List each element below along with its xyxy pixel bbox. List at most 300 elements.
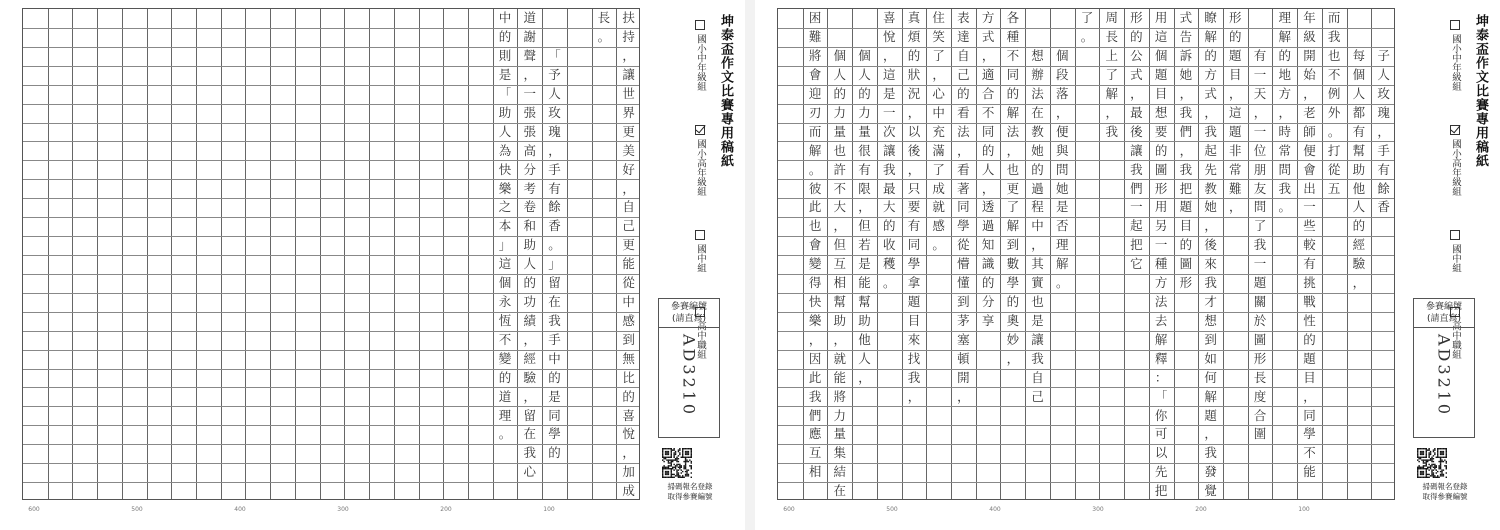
character-cell: 自: [622, 199, 635, 215]
character-cell: 合: [981, 85, 995, 101]
text-column: [952, 9, 974, 406]
category-option[interactable]: [1448, 125, 1462, 196]
character-cell: 後: [907, 142, 921, 158]
character-cell: 考: [523, 180, 536, 196]
character-cell: 方: [981, 10, 995, 26]
character-cell: 級: [1303, 29, 1316, 45]
character-cell: 。: [548, 237, 561, 253]
character-cell: 有: [907, 218, 921, 234]
character-cell: 著: [957, 180, 970, 196]
character-cell: 我: [882, 161, 896, 177]
character-cell: 學: [957, 218, 970, 234]
character-cell: 」: [498, 237, 512, 253]
character-cell: 到: [957, 294, 970, 310]
character-cell: 法: [1031, 85, 1044, 101]
character-cell: 本: [498, 218, 512, 234]
character-cell: 頓: [957, 350, 970, 366]
ruler-right: [777, 506, 1395, 520]
character-cell: 互: [808, 445, 822, 461]
character-cell: [543, 9, 565, 28]
character-cell: 之: [498, 199, 512, 215]
character-cell: 圖: [1253, 331, 1267, 347]
character-cell: 集: [833, 445, 847, 461]
character-cell: 我: [1179, 104, 1193, 120]
manuscript-grid-left: [22, 8, 640, 500]
character-cell: 喜: [622, 407, 635, 423]
character-cell: 們: [808, 407, 822, 423]
character-cell: 結: [833, 464, 847, 480]
character-cell: 一: [1253, 256, 1267, 272]
character-cell: ：: [1154, 369, 1168, 385]
checkbox-icon[interactable]: [695, 20, 705, 30]
character-cell: 的: [1352, 218, 1366, 234]
character-cell: 中: [548, 350, 561, 366]
character-cell: 塞: [957, 331, 970, 347]
character-cell: 手: [548, 331, 561, 347]
character-cell: 香: [1377, 199, 1390, 215]
checkbox-icon[interactable]: [1450, 230, 1460, 240]
contestant-id-box: [1413, 298, 1475, 438]
character-cell: 性: [1303, 312, 1316, 328]
character-cell: 地: [1278, 66, 1291, 82]
character-cell: 想: [1031, 48, 1044, 64]
form-title: 坤泰盃作文比賽專用稿紙: [718, 14, 733, 168]
character-cell: [1348, 28, 1370, 47]
character-cell: 只: [907, 180, 921, 196]
character-cell: 也: [833, 142, 847, 158]
character-cell: 長: [597, 10, 611, 26]
character-cell: ，: [1031, 237, 1044, 253]
character-cell: 找: [907, 350, 921, 366]
character-cell: [1249, 28, 1271, 47]
character-cell: 一: [1253, 66, 1267, 82]
text-column: [618, 9, 640, 501]
character-cell: 才: [1204, 294, 1217, 310]
character-cell: 人: [1352, 85, 1366, 101]
character-cell: 自: [957, 48, 970, 64]
character-cell: 好: [622, 161, 635, 177]
ruler-label: 400: [989, 506, 1001, 513]
category-option-label: 國小高年級組: [1450, 139, 1461, 196]
character-cell: 目: [1154, 85, 1168, 101]
character-cell: 學: [548, 426, 561, 442]
character-cell: 。: [1327, 123, 1341, 139]
character-cell: 打: [1327, 142, 1341, 158]
character-cell: 績: [523, 312, 536, 328]
character-cell: 理: [498, 407, 512, 423]
character-cell: 一: [1130, 199, 1143, 215]
character-cell: 但: [858, 218, 871, 234]
character-cell: 朋: [1253, 161, 1267, 177]
character-cell: 有: [1253, 48, 1267, 64]
character-cell: 這: [882, 66, 896, 82]
character-cell: 無: [622, 350, 635, 366]
character-cell: 我: [1204, 445, 1217, 461]
character-cell: 個: [1154, 48, 1168, 64]
text-column: [1274, 9, 1296, 217]
character-cell: 永: [498, 294, 512, 310]
character-cell: 功: [523, 294, 536, 310]
ruler-label: 100: [543, 506, 555, 513]
character-cell: 不: [1006, 48, 1020, 64]
character-cell: 題: [1303, 350, 1316, 366]
character-cell: ，: [1303, 388, 1316, 404]
character-cell: 過: [1031, 180, 1044, 196]
character-cell: 一: [523, 85, 536, 101]
character-cell: 度: [1253, 388, 1267, 404]
character-cell: 也: [808, 218, 822, 234]
character-cell: 關: [1253, 294, 1267, 310]
character-cell: 你: [1154, 407, 1168, 423]
ruler-label: 300: [337, 506, 349, 513]
grid-row-line: [23, 463, 639, 464]
character-cell: 我: [1327, 29, 1341, 45]
ruler-label: 100: [1298, 506, 1310, 513]
character-cell: ，: [981, 48, 995, 64]
character-cell: 張: [523, 123, 536, 139]
character-cell: 圖: [1179, 256, 1193, 272]
character-cell: 長: [1253, 369, 1267, 385]
character-cell: 便: [1056, 123, 1069, 139]
character-cell: 心: [523, 464, 536, 480]
character-cell: 個: [858, 48, 871, 64]
character-cell: 目: [907, 312, 921, 328]
character-cell: 助: [523, 237, 536, 253]
character-cell: 學: [1303, 426, 1316, 442]
character-cell: 加: [622, 464, 635, 480]
character-cell: 悅: [622, 426, 635, 442]
character-cell: 公: [1130, 48, 1143, 64]
checkbox-checked-icon[interactable]: [695, 125, 705, 135]
character-cell: 釋: [1154, 350, 1168, 366]
character-cell: 到: [1006, 237, 1020, 253]
character-cell: 瑰: [1377, 104, 1390, 120]
character-cell: 真: [907, 10, 921, 26]
character-cell: 很: [858, 142, 871, 158]
character-cell: 有: [1303, 256, 1316, 272]
character-cell: 難: [1229, 180, 1242, 196]
character-cell: 的: [907, 48, 921, 64]
character-cell: 將: [808, 48, 822, 64]
character-cell: 也: [1031, 294, 1044, 310]
character-cell: 人: [548, 85, 561, 101]
character-cell: 相: [833, 275, 847, 291]
character-cell: 最: [882, 180, 896, 196]
character-cell: 都: [1352, 104, 1366, 120]
character-cell: 。: [882, 275, 896, 291]
character-cell: 我: [1179, 161, 1193, 177]
character-cell: 和: [523, 218, 536, 234]
text-column: [1076, 9, 1098, 47]
character-cell: ，: [833, 331, 847, 347]
character-cell: 最: [1130, 104, 1143, 120]
character-cell: 。: [1278, 199, 1291, 215]
character-cell: 友: [1253, 180, 1267, 196]
character-cell: 。: [932, 237, 945, 253]
character-cell: 分: [523, 161, 536, 177]
text-column: [1002, 9, 1024, 369]
character-cell: 去: [1154, 312, 1168, 328]
character-cell: 的: [1031, 161, 1044, 177]
character-cell: [854, 28, 876, 47]
character-cell: ，: [981, 180, 995, 196]
character-cell: ，: [1278, 104, 1291, 120]
character-cell: 起: [1130, 218, 1143, 234]
character-cell: ，: [1377, 123, 1390, 139]
character-cell: 住: [932, 10, 945, 26]
character-cell: 常: [1278, 142, 1291, 158]
character-cell: 以: [1154, 445, 1168, 461]
character-cell: 餘: [1377, 180, 1390, 196]
character-cell: ，: [548, 142, 561, 158]
category-option-label: 高中職組: [1450, 320, 1461, 359]
category-option[interactable]: [1448, 230, 1462, 273]
text-column: [928, 9, 950, 255]
character-cell: 將: [833, 388, 847, 404]
character-cell: 。: [1080, 29, 1094, 45]
character-cell: 也: [1006, 161, 1020, 177]
character-cell: 了: [1080, 10, 1094, 26]
character-cell: 每: [1352, 48, 1366, 64]
character-cell: 一: [1303, 199, 1316, 215]
character-cell: [1373, 28, 1395, 47]
character-cell: 從: [622, 275, 635, 291]
character-cell: 悅: [882, 29, 896, 45]
character-cell: 的: [1204, 48, 1217, 64]
character-cell: 助: [1352, 161, 1366, 177]
character-cell: 我: [548, 312, 561, 328]
text-column: [543, 9, 565, 463]
character-cell: 如: [1204, 350, 1217, 366]
character-cell: [1249, 9, 1271, 28]
text-column: [903, 9, 925, 406]
character-cell: 量: [858, 123, 871, 139]
character-cell: 了: [1105, 66, 1118, 82]
character-cell: 若: [858, 237, 871, 253]
category-option[interactable]: [693, 125, 707, 196]
category-option[interactable]: [693, 230, 707, 273]
character-cell: 的: [957, 85, 970, 101]
character-cell: 到: [1204, 331, 1217, 347]
character-cell: 收: [882, 237, 896, 253]
character-cell: 滿: [932, 142, 945, 158]
character-cell: 用: [1154, 199, 1168, 215]
checkbox-checked-icon[interactable]: [1450, 125, 1460, 135]
character-cell: 而: [1327, 10, 1341, 26]
text-column: [1224, 9, 1246, 217]
character-cell: 們: [1130, 180, 1143, 196]
text-column: [878, 9, 900, 293]
character-cell: 的: [981, 275, 995, 291]
character-cell: 予: [548, 66, 561, 82]
character-cell: 目: [1179, 218, 1193, 234]
character-cell: 能: [858, 275, 871, 291]
character-cell: 留: [523, 407, 536, 423]
character-cell: 把: [1179, 180, 1193, 196]
character-cell: 解: [1006, 218, 1020, 234]
character-cell: 成: [622, 483, 635, 499]
character-cell: 同: [1006, 66, 1020, 82]
character-cell: 手: [548, 161, 561, 177]
character-cell: 況: [907, 85, 921, 101]
character-cell: 因: [808, 350, 822, 366]
text-column: [1125, 9, 1147, 274]
character-cell: 我: [1204, 275, 1217, 291]
text-column: [977, 9, 999, 331]
category-option[interactable]: [693, 20, 707, 91]
character-cell: 常: [1229, 161, 1242, 177]
character-cell: 己: [622, 218, 635, 234]
character-cell: 「: [1154, 388, 1168, 404]
character-cell: 應: [808, 426, 822, 442]
character-cell: 形: [1154, 180, 1168, 196]
character-cell: 人: [858, 66, 871, 82]
character-cell: ，: [622, 180, 635, 196]
character-cell: 人: [523, 256, 536, 272]
character-cell: 便: [1303, 142, 1316, 158]
character-cell: 理: [1278, 10, 1291, 26]
checkbox-icon[interactable]: [695, 230, 705, 240]
character-cell: 她: [1204, 199, 1217, 215]
character-cell: ，: [622, 445, 635, 461]
character-cell: 感: [622, 312, 635, 328]
character-cell: 得: [808, 275, 822, 291]
ruler-label: 200: [1195, 506, 1207, 513]
character-cell: 讓: [1031, 331, 1044, 347]
character-cell: 奧: [1006, 312, 1020, 328]
character-cell: 這: [1229, 104, 1242, 120]
character-cell: 己: [1031, 388, 1044, 404]
character-cell: 的: [981, 142, 995, 158]
character-cell: 外: [1327, 104, 1341, 120]
ruler-label: 200: [440, 506, 452, 513]
character-cell: 個: [1352, 66, 1366, 82]
character-cell: 在: [523, 426, 536, 442]
character-cell: ，: [858, 369, 871, 385]
character-cell: 道: [498, 388, 512, 404]
character-cell: 持: [622, 29, 635, 45]
character-cell: ，: [1303, 85, 1316, 101]
character-cell: 而: [808, 123, 822, 139]
character-cell: ，: [523, 66, 536, 82]
character-cell: 快: [808, 294, 822, 310]
character-cell: 種: [1006, 29, 1020, 45]
character-cell: 我: [808, 388, 822, 404]
character-cell: 始: [1303, 66, 1316, 82]
category-option-label: 國小中年級組: [695, 34, 706, 91]
character-cell: 的: [498, 369, 512, 385]
text-column: [1323, 9, 1345, 198]
character-cell: 的: [548, 369, 561, 385]
character-cell: 的: [548, 445, 561, 461]
character-cell: 形: [1179, 275, 1193, 291]
character-cell: 就: [932, 199, 945, 215]
character-cell: 中: [622, 294, 635, 310]
grid-row-line: [23, 482, 639, 483]
character-cell: 的: [1006, 85, 1020, 101]
character-cell: 看: [957, 161, 970, 177]
character-cell: 何: [1204, 369, 1217, 385]
character-cell: 法: [1006, 123, 1020, 139]
checkbox-icon[interactable]: [1450, 20, 1460, 30]
character-cell: 想: [1204, 312, 1217, 328]
character-cell: 目: [1303, 369, 1316, 385]
character-cell: 是: [858, 256, 871, 272]
character-cell: 子: [1377, 48, 1390, 64]
character-cell: 他: [858, 331, 871, 347]
character-cell: 解: [1278, 29, 1291, 45]
character-cell: 茅: [957, 312, 970, 328]
character-cell: 同: [548, 407, 561, 423]
character-cell: 解: [1056, 256, 1069, 272]
character-cell: 不: [981, 104, 995, 120]
character-cell: 界: [622, 104, 635, 120]
character-cell: 合: [1253, 407, 1267, 423]
character-cell: 了: [932, 48, 945, 64]
character-cell: 穫: [882, 256, 896, 272]
character-cell: 另: [1154, 218, 1168, 234]
category-option[interactable]: [1448, 20, 1462, 91]
character-cell: 個: [1056, 48, 1069, 64]
character-cell: 這: [498, 256, 512, 272]
character-cell: ，: [1204, 104, 1217, 120]
character-cell: 大: [833, 199, 847, 215]
character-cell: 的: [858, 85, 871, 101]
character-cell: ，: [1352, 275, 1366, 291]
character-cell: 題: [907, 294, 921, 310]
character-cell: 開: [1303, 48, 1316, 64]
character-cell: 的: [833, 85, 847, 101]
character-cell: 來: [907, 331, 921, 347]
character-cell: [1027, 9, 1049, 28]
character-cell: 」: [548, 256, 561, 272]
character-cell: 天: [1253, 85, 1267, 101]
character-cell: 覺: [1204, 483, 1217, 499]
character-cell: 恆: [498, 312, 512, 328]
character-cell: 驗: [1352, 256, 1366, 272]
character-cell: 留: [548, 275, 561, 291]
character-cell: 式: [1179, 10, 1193, 26]
character-cell: 達: [957, 29, 970, 45]
character-cell: 讓: [622, 66, 635, 82]
character-cell: 一: [882, 104, 896, 120]
character-cell: 從: [957, 237, 970, 253]
character-cell: 讓: [1130, 142, 1143, 158]
character-cell: 看: [957, 104, 970, 120]
character-cell: 人: [981, 161, 995, 177]
character-cell: 有: [1377, 161, 1390, 177]
form-margin-left: [650, 8, 745, 500]
category-option-label: 國中組: [695, 244, 706, 273]
character-cell: 此: [808, 369, 822, 385]
character-cell: 她: [1031, 142, 1044, 158]
character-cell: 題: [1204, 407, 1217, 423]
character-cell: 出: [1303, 180, 1316, 196]
character-cell: ，: [1179, 142, 1193, 158]
character-cell: 但: [833, 237, 847, 253]
character-cell: 不: [1303, 445, 1316, 461]
character-cell: 量: [833, 123, 847, 139]
character-cell: 老: [1303, 104, 1316, 120]
character-cell: 美: [622, 142, 635, 158]
character-cell: 卷: [523, 199, 536, 215]
text-column: [494, 9, 516, 444]
character-cell: 我: [1105, 123, 1118, 139]
ruler-left: [22, 506, 640, 520]
character-cell: 在: [833, 483, 847, 499]
character-cell: 瑰: [548, 123, 561, 139]
character-cell: 方: [1278, 85, 1291, 101]
